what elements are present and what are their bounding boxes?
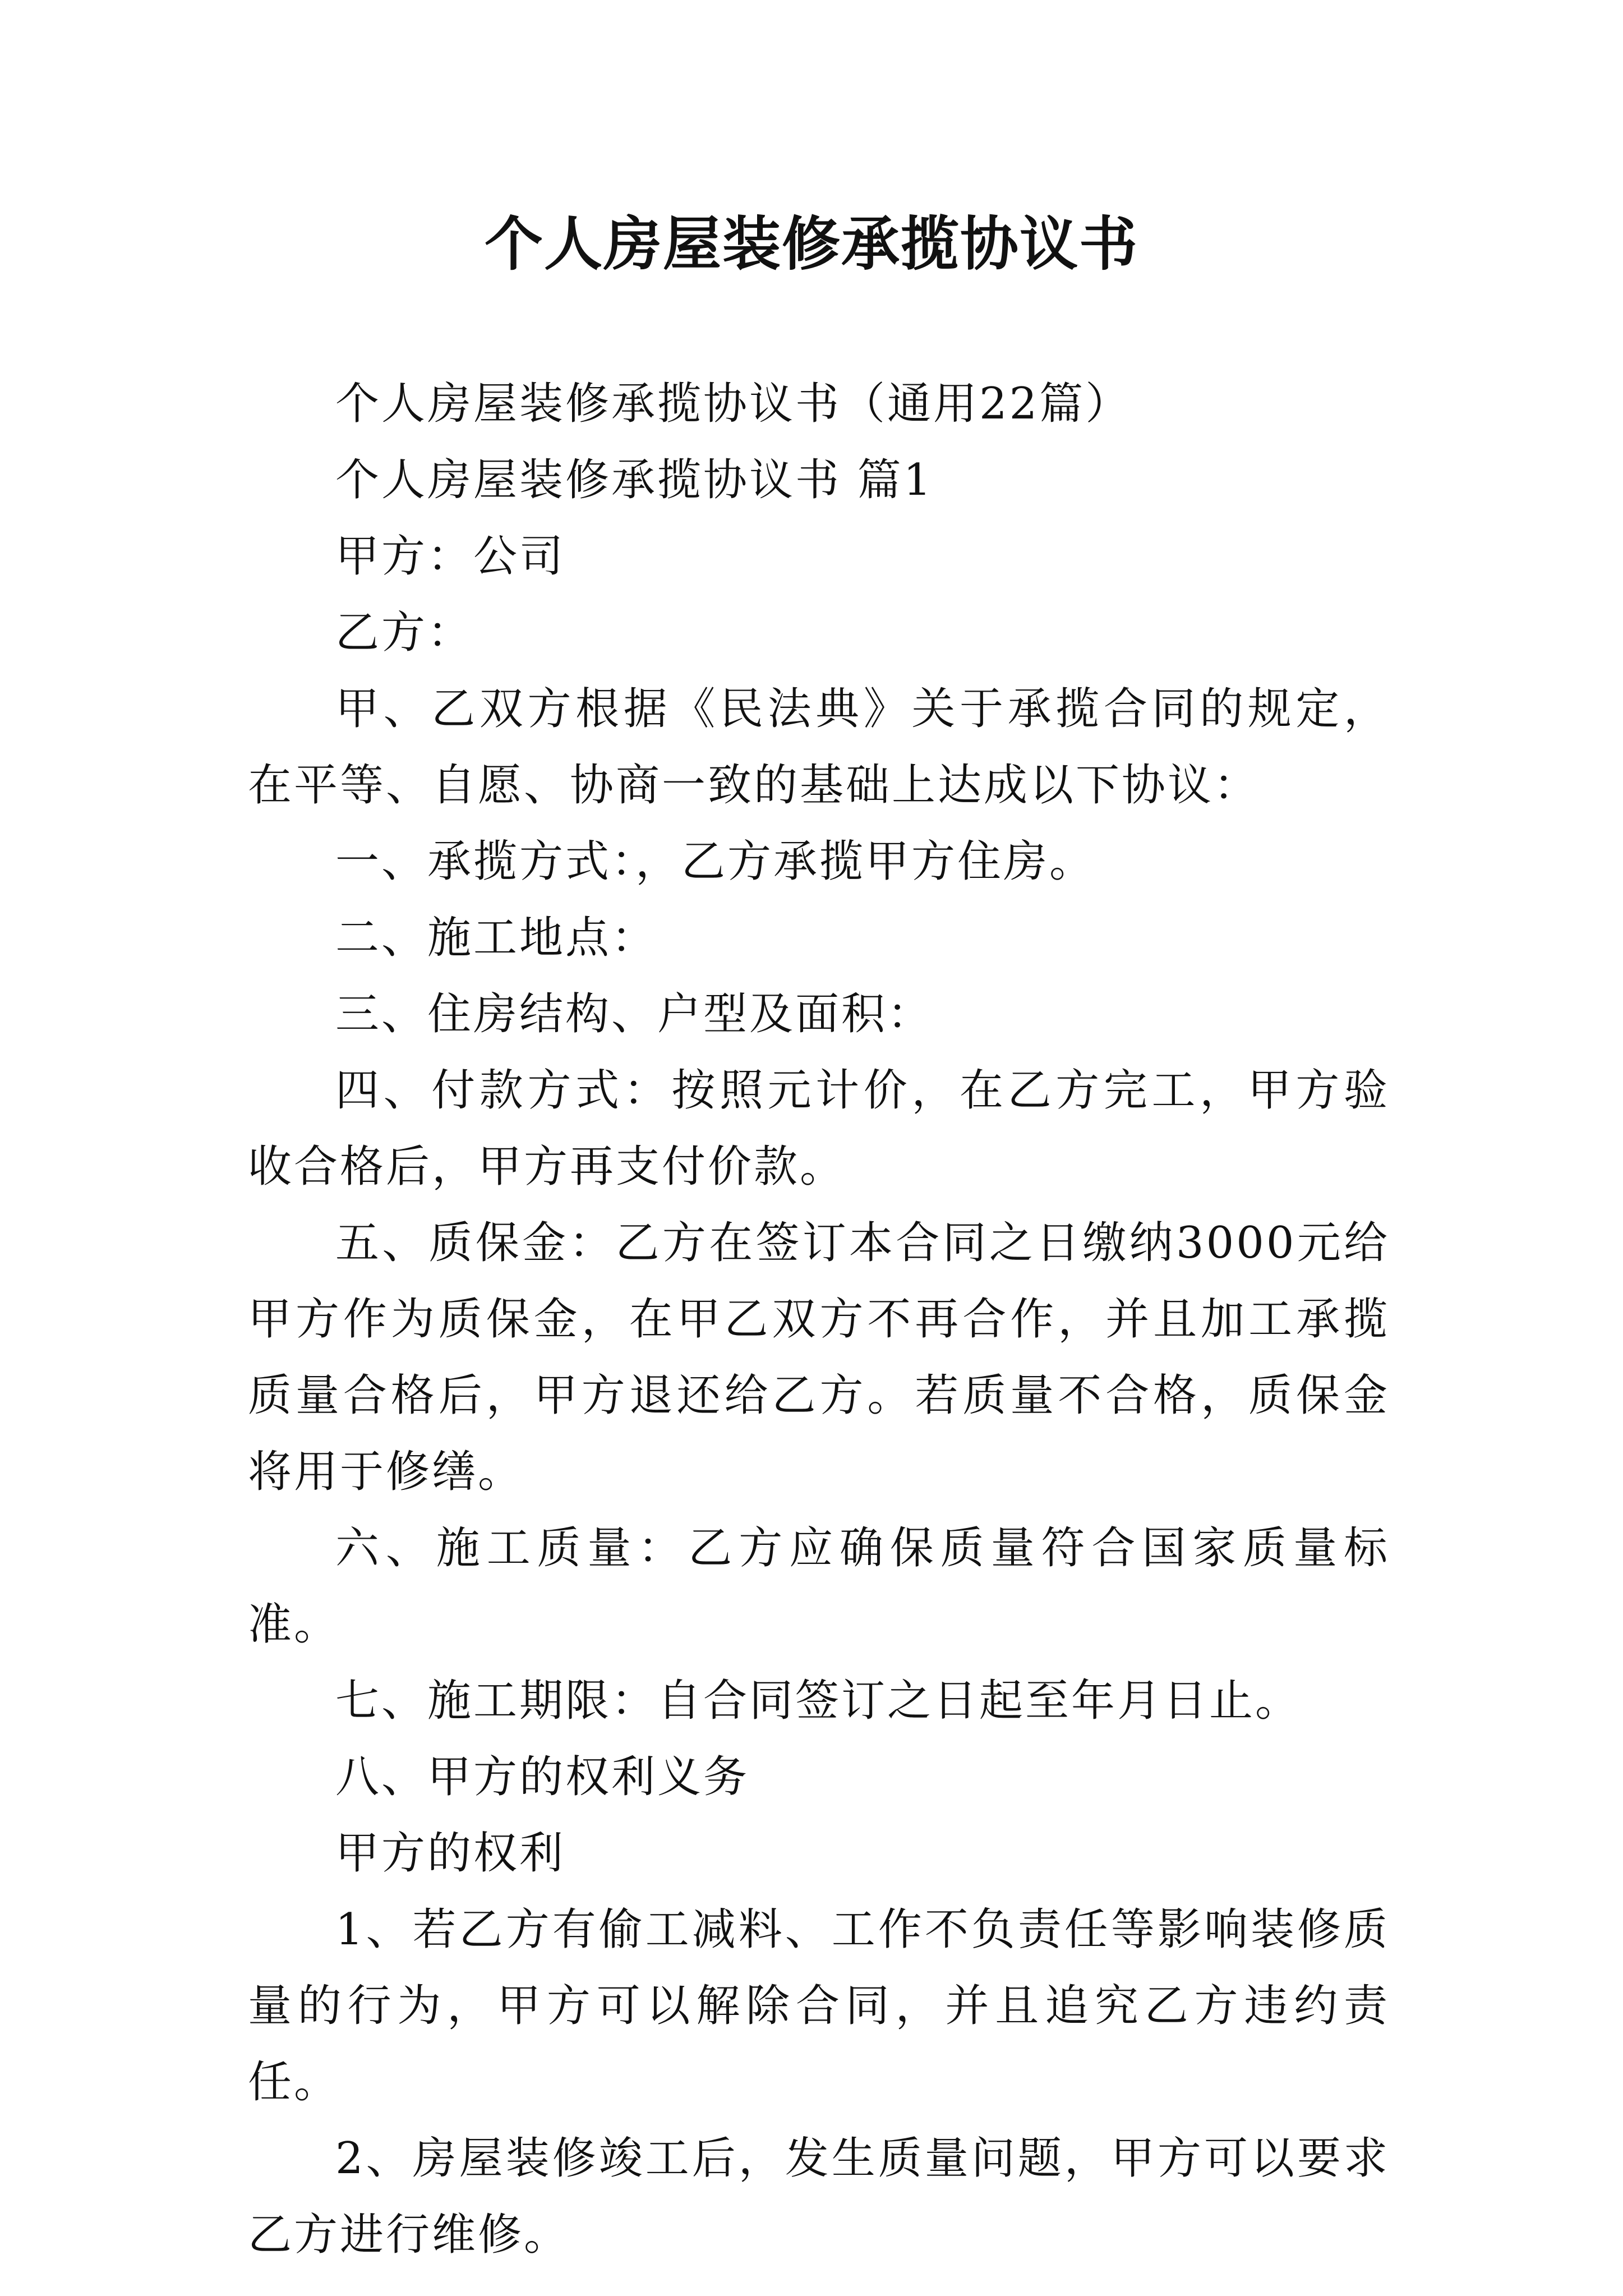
paragraph-subtitle: 个人房屋装修承揽协议书（通用22篇） [335, 379, 1132, 429]
document-title: 个人房屋装修承揽协议书 [484, 209, 1138, 278]
paragraph-clause-7: 七、施工期限：自合同签订之日起至年月日止。 [335, 1676, 1302, 1726]
paragraph-clause-5: 五、质保金：乙方在签订本合同之日缴纳3000元给甲方作为质保金，在甲乙双方不再合作，并且加工承揽质量合格后，甲方退还给乙方。若质量不合格，质保金将用于修缮。 [248, 1218, 1390, 1497]
paragraph-party-b: 乙方： [335, 608, 474, 658]
paragraph-clause-2: 二、施工地点： [335, 913, 658, 963]
paragraph-party-a-rights: 甲方的权利 [335, 1828, 566, 1879]
paragraph-right-1: 1、若乙方有偷工减料、工作不负责任等影响装修质量的行为，甲方可以解除合同，并且追究乙方违约责任。 [248, 1904, 1390, 2108]
paragraph-clause-8: 八、甲方的权利义务 [335, 1752, 750, 1802]
paragraph-clause-4: 四、付款方式：按照元计价，在乙方完工，甲方验收合格后，甲方再支付价款。 [248, 1065, 1390, 1192]
paragraph-clause-3: 三、住房结构、户型及面积： [335, 989, 934, 1039]
paragraph-clause-6: 六、施工质量：乙方应确保质量符合国家质量标准。 [248, 1523, 1390, 1650]
paragraph-clause-1: 一、承揽方式：，乙方承揽甲方住房。 [335, 836, 1096, 887]
paragraph-section-heading: 个人房屋装修承揽协议书 篇1 [335, 455, 934, 505]
paragraph-preamble: 甲、乙双方根据《民法典》关于承揽合同的规定，在平等、自愿、协商一致的基础上达成以下协议： [248, 684, 1390, 811]
paragraph-right-2: 2、房屋装修竣工后，发生质量问题，甲方可以要求乙方进行维修。 [248, 2133, 1390, 2260]
paragraph-party-a: 甲方：公司 [335, 531, 566, 582]
document-body [248, 366, 1390, 2273]
